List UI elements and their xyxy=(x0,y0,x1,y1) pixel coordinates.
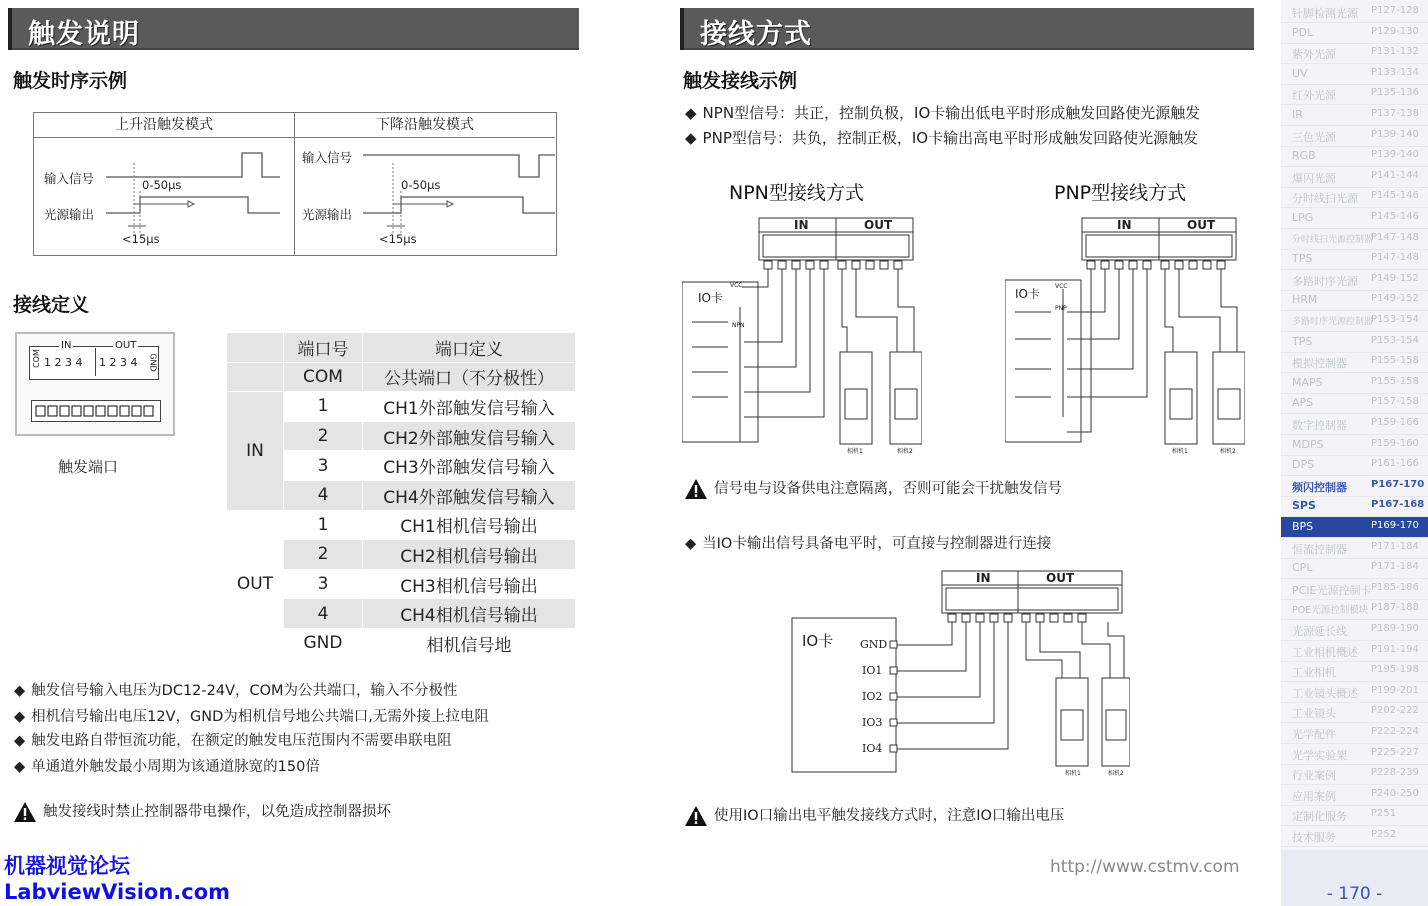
sidebar-item-label: 应用案例 xyxy=(1292,789,1336,803)
sidebar-item[interactable] xyxy=(1281,84,1428,105)
sidebar-item[interactable] xyxy=(1281,641,1428,662)
sidebar-item-page: P149-152 xyxy=(1371,293,1419,305)
sidebar-item-page: P153-154 xyxy=(1371,314,1419,325)
sidebar-item-label: 分时线扫光源 xyxy=(1292,192,1358,206)
port-in-label: IN xyxy=(61,340,72,351)
diamond-bullet-icon: ◆ xyxy=(685,104,697,122)
sidebar-item-label: 多路时序光源控制器 xyxy=(1292,317,1374,327)
sidebar-item-page: P202-222 xyxy=(1371,705,1419,717)
sidebar-item-label: 定制化服务 xyxy=(1292,810,1347,824)
sidebar-item-label: 工业相机概述 xyxy=(1292,645,1358,659)
trigger-port-drawing xyxy=(15,332,175,436)
table-row xyxy=(227,510,576,540)
sidebar-item-page: P167-168 xyxy=(1371,499,1425,511)
forum-watermark: 机器视觉论坛 xyxy=(4,854,130,878)
table-definition-cell: CH3外部触发信号输入 xyxy=(363,451,576,481)
note-item xyxy=(14,705,489,726)
sidebar-item-page: P189-190 xyxy=(1371,623,1419,634)
sidebar-item-label: 光学实验架 xyxy=(1292,748,1347,762)
note-text: 相机信号输出电压12V，GND为相机信号地公共端口,无需外接上拉电阻 xyxy=(31,709,489,725)
warning-icon xyxy=(13,801,37,823)
table-group-out: OUT xyxy=(227,510,284,658)
sidebar-item-page: P153-154 xyxy=(1371,334,1419,346)
sidebar-item[interactable] xyxy=(1281,187,1428,208)
input-signal-label: 输入信号 xyxy=(302,150,353,165)
width-label: <15μs xyxy=(379,232,417,246)
sidebar-item[interactable] xyxy=(1281,270,1428,291)
sidebar-item-label: 光源延长线 xyxy=(1292,625,1347,638)
pnp-schematic xyxy=(1005,217,1245,455)
sidebar-item-page: P155-158 xyxy=(1371,375,1419,387)
pnp-wiring-diagram xyxy=(1005,217,1245,455)
light-output-label: 光源输出 xyxy=(44,207,95,222)
wiring-bullet xyxy=(685,127,1198,148)
section-header-wiring xyxy=(680,8,1254,50)
warning-icon xyxy=(684,478,708,500)
sidebar-item-label: IR xyxy=(1292,108,1303,121)
level-in-label: IN xyxy=(976,571,991,585)
sidebar-item-page: P240-250 xyxy=(1371,787,1419,799)
pnp-vcc-label: VCC xyxy=(1055,283,1068,290)
sidebar-item-label: BPS xyxy=(1292,520,1314,533)
diamond-bullet-icon: ◆ xyxy=(685,536,697,552)
sidebar-item[interactable] xyxy=(1281,64,1428,85)
sidebar-item-label: 光学配件 xyxy=(1292,728,1336,741)
sidebar-item-page: P185-186 xyxy=(1371,581,1419,593)
io-pin-3: IO3 xyxy=(862,716,883,729)
sidebar-item[interactable] xyxy=(1281,682,1428,703)
sidebar-item-label: TPS xyxy=(1292,252,1313,266)
timing-diagram xyxy=(33,112,557,256)
page-number: - 170 - xyxy=(1326,884,1383,904)
table-definition-cell: CH4相机信号输出 xyxy=(363,599,576,629)
table-port-cell: 1 xyxy=(284,392,363,422)
sidebar-item-page: P137-138 xyxy=(1371,108,1419,119)
sidebar-item-label: 针脚检测光源 xyxy=(1292,7,1358,20)
npn-transistor-label: NPN xyxy=(732,322,745,329)
sidebar-item[interactable] xyxy=(1281,764,1428,785)
table-port-cell: 3 xyxy=(284,451,363,481)
sidebar-item-page: P251 xyxy=(1371,808,1397,820)
sidebar-item-label: 分时线扫光源控制器 xyxy=(1292,234,1374,245)
sidebar-item[interactable] xyxy=(1281,393,1428,414)
warning-text: 触发接线时禁止控制器带电操作，以免造成控制器损坏 xyxy=(43,804,391,820)
diamond-bullet-icon: ◆ xyxy=(14,759,26,775)
sidebar-item[interactable] xyxy=(1281,826,1428,847)
pnp-out-label: OUT xyxy=(1187,218,1216,232)
table-header-blank xyxy=(227,333,284,363)
table-port-cell: 4 xyxy=(284,480,363,510)
table-port-cell: GND xyxy=(284,628,363,658)
section-header-trigger-text: 触发说明 xyxy=(28,19,140,50)
sidebar-item[interactable] xyxy=(1281,620,1428,641)
level-camera2-label: 相机2 xyxy=(1108,770,1124,777)
sidebar-item-label: MAPS xyxy=(1292,375,1323,389)
level-camera1-label: 相机1 xyxy=(1065,770,1081,777)
sidebar-item-label: 技术服务 xyxy=(1292,831,1336,844)
sidebar-item-label: 紫外光源 xyxy=(1292,48,1336,62)
table-port-cell: 2 xyxy=(284,421,363,451)
table-port-cell: 4 xyxy=(284,599,363,629)
sidebar-item-bps-active[interactable] xyxy=(1281,517,1428,538)
sidebar-item[interactable] xyxy=(1281,290,1428,311)
port-definition-table xyxy=(226,332,576,659)
sidebar-item-page: P171-184 xyxy=(1371,561,1419,573)
table-port-cell: 1 xyxy=(284,510,363,540)
level-io-wiring-diagram xyxy=(790,570,1130,778)
wiring-bullet xyxy=(685,102,1200,123)
port-com-label: COM xyxy=(31,349,41,368)
sidebar-item-page: P139-140 xyxy=(1371,149,1419,161)
sidebar-item-label: LPG xyxy=(1292,211,1314,224)
sidebar-item[interactable] xyxy=(1281,558,1428,579)
width-label: <15μs xyxy=(122,232,160,246)
level-io-card-label: IO卡 xyxy=(802,632,834,650)
sidebar-item-page: P141-144 xyxy=(1371,169,1419,181)
sidebar-item-label: PDL xyxy=(1292,25,1314,39)
sidebar-item[interactable] xyxy=(1281,167,1428,188)
sidebar-item-label: MDPS xyxy=(1292,437,1324,451)
sidebar-item-label: 模拟控制器 xyxy=(1292,357,1347,371)
table-definition-cell: CH2外部触发信号输入 xyxy=(363,421,576,451)
table-group-in: IN xyxy=(227,392,284,510)
table-port-cell: 3 xyxy=(284,569,363,599)
io-pin-1: IO1 xyxy=(862,664,883,677)
sidebar-item[interactable] xyxy=(1281,785,1428,806)
level-out-label: OUT xyxy=(1046,571,1075,585)
warning-text: 使用IO口输出电平触发接线方式时，注意IO口输出电压 xyxy=(714,808,1065,824)
timing-title: 触发时序示例 xyxy=(13,70,128,92)
table-header-port: 端口号 xyxy=(284,333,363,363)
sidebar-item-label: 恒流控制器 xyxy=(1292,542,1347,556)
npn-io-card-label: IO卡 xyxy=(698,291,723,305)
rising-edge-panel xyxy=(34,113,295,255)
sidebar-item[interactable] xyxy=(1281,311,1428,332)
sidebar-item-label: RGB xyxy=(1292,149,1316,163)
light-output-label: 光源输出 xyxy=(302,207,353,222)
section-header-wiring-text: 接线方式 xyxy=(700,19,812,50)
sidebar-item[interactable] xyxy=(1281,23,1428,44)
sidebar-item-sps[interactable] xyxy=(1281,496,1428,517)
sidebar-item-page: P195-198 xyxy=(1371,664,1419,676)
sidebar-item-page: P135-136 xyxy=(1371,87,1419,99)
sidebar-item-page: P139-140 xyxy=(1371,128,1419,140)
warning-icon xyxy=(684,805,708,827)
note-text: 触发信号输入电压为DC12-24V，COM为公共端口，输入不分极性 xyxy=(31,683,458,699)
npn-diagram-title: NPN型接线方式 xyxy=(729,182,864,204)
sidebar-item[interactable] xyxy=(1281,208,1428,229)
npn-vcc-label: VCC xyxy=(730,282,743,289)
sidebar-item-label: DPS xyxy=(1292,458,1315,472)
npn-out-label: OUT xyxy=(864,218,893,232)
table-definition-cell: CH1相机信号输出 xyxy=(363,510,576,540)
site-watermark[interactable]: LabviewVision.com xyxy=(4,880,231,904)
sidebar-item[interactable] xyxy=(1281,579,1428,600)
sidebar-item-label: POE光源控制模块 xyxy=(1292,605,1369,617)
page-number-box xyxy=(1281,850,1428,906)
npn-wiring-diagram xyxy=(682,217,922,455)
io-pin-4: IO4 xyxy=(862,742,883,755)
port-in-digits: 1 2 3 4 xyxy=(44,356,83,369)
table-row xyxy=(227,392,576,422)
sidebar-item[interactable] xyxy=(1281,105,1428,126)
diamond-bullet-icon: ◆ xyxy=(14,683,26,699)
diamond-bullet-icon: ◆ xyxy=(14,709,26,725)
catalog-sidebar xyxy=(1281,0,1428,906)
sidebar-item[interactable] xyxy=(1281,2,1428,23)
sidebar-item-page: P147-148 xyxy=(1371,252,1419,264)
pnp-io-card-label: IO卡 xyxy=(1015,287,1040,301)
wiring-bullet-text: PNP型信号：共负，控制正极，IO卡输出高电平时形成触发回路使光源触发 xyxy=(702,129,1199,147)
table-definition-cell: CH1外部触发信号输入 xyxy=(363,392,576,422)
pnp-in-label: IN xyxy=(1117,218,1132,232)
sidebar-item-page: P155-158 xyxy=(1371,355,1419,367)
sidebar-item[interactable] xyxy=(1281,599,1428,620)
sidebar-item-page: P199-201 xyxy=(1371,684,1419,696)
table-port-cell: 2 xyxy=(284,540,363,570)
table-group-cell xyxy=(227,362,284,392)
sidebar-item-page: P228-239 xyxy=(1371,767,1419,779)
table-header-row xyxy=(227,333,576,363)
sidebar-item[interactable] xyxy=(1281,414,1428,435)
sidebar-item[interactable] xyxy=(1281,352,1428,373)
io-pin-gnd: GND xyxy=(860,638,888,651)
wiring-bullet-text: 当IO卡输出信号具备电平时，可直接与控制器进行连接 xyxy=(702,536,1052,552)
sidebar-item[interactable] xyxy=(1281,744,1428,765)
sidebar-item-label: HRM xyxy=(1292,293,1318,307)
sidebar-item-page: P133-134 xyxy=(1371,66,1419,78)
sidebar-item-page: P131-132 xyxy=(1371,46,1419,58)
sidebar-item-page: P127-128 xyxy=(1371,5,1419,16)
npn-in-label: IN xyxy=(794,218,809,232)
sidebar-item[interactable] xyxy=(1281,229,1428,250)
section-header-trigger xyxy=(8,8,579,50)
pnp-transistor-label: PNP xyxy=(1055,305,1067,312)
delay-label: 0-50μs xyxy=(142,178,182,192)
sidebar-item[interactable] xyxy=(1281,126,1428,147)
sidebar-item-page: P191-194 xyxy=(1371,643,1419,655)
npn-camera2-label: 相机2 xyxy=(897,448,913,455)
website-url[interactable]: http://www.cstmv.com xyxy=(1050,857,1240,877)
diamond-bullet-icon: ◆ xyxy=(685,129,697,147)
sidebar-item[interactable] xyxy=(1281,43,1428,64)
sidebar-item-label: 红外光源 xyxy=(1292,89,1336,103)
table-row xyxy=(227,362,576,392)
sidebar-item-page: P129-130 xyxy=(1371,25,1419,37)
sidebar-item-label: 频闪控制器 xyxy=(1292,480,1347,494)
sidebar-item-label: TPS xyxy=(1292,334,1313,348)
sidebar-item-page: P171-184 xyxy=(1371,540,1419,552)
sidebar-item-label: PCIE光源控制卡 xyxy=(1292,583,1372,597)
sidebar-item-label: 三色光源 xyxy=(1292,130,1336,144)
table-definition-cell: CH2相机信号输出 xyxy=(363,540,576,570)
level-io-schematic xyxy=(790,570,1130,778)
wiring-example-title: 触发接线示例 xyxy=(683,70,798,92)
sidebar-item-page: P169-170 xyxy=(1371,520,1419,531)
note-item xyxy=(14,729,452,750)
falling-mode-title: 下降沿触发模式 xyxy=(295,113,555,138)
warning-note-isolation xyxy=(684,477,1062,500)
sidebar-item-page: P167-170 xyxy=(1371,478,1425,490)
sidebar-item[interactable] xyxy=(1281,455,1428,476)
diamond-bullet-icon: ◆ xyxy=(14,733,26,749)
sidebar-item-label: 工业镜头概述 xyxy=(1292,686,1358,700)
io-pin-2: IO2 xyxy=(862,690,883,703)
sidebar-item-label: 爆闪光源 xyxy=(1292,171,1336,185)
table-definition-cell: CH3相机信号输出 xyxy=(363,569,576,599)
pnp-diagram-title: PNP型接线方式 xyxy=(1054,182,1187,204)
table-definition-cell: 相机信号地 xyxy=(363,628,576,658)
terminal-pins xyxy=(32,401,160,421)
sidebar-item-label: 数字控制器 xyxy=(1292,419,1347,432)
sidebar-item-page: P222-224 xyxy=(1371,726,1419,737)
sidebar-item[interactable] xyxy=(1281,146,1428,167)
port-divider xyxy=(95,348,96,376)
note-item xyxy=(14,679,458,700)
trigger-port-caption: 触发端口 xyxy=(58,458,119,476)
sidebar-item-page: P145-146 xyxy=(1371,190,1419,202)
sidebar-item-label: CPL xyxy=(1292,561,1313,575)
sidebar-item-label: UV xyxy=(1292,66,1308,80)
sidebar-item-label: 工业镜头 xyxy=(1292,707,1336,721)
sidebar-item[interactable] xyxy=(1281,332,1428,353)
sidebar-item-page: P159-160 xyxy=(1371,437,1419,449)
sidebar-item-page: P161-166 xyxy=(1371,458,1419,470)
sidebar-item-label: 工业相机 xyxy=(1292,666,1336,680)
sidebar-item[interactable] xyxy=(1281,249,1428,270)
sidebar-item-page: P225-227 xyxy=(1371,746,1419,758)
delay-label: 0-50μs xyxy=(401,178,441,192)
sidebar-item-page: P187-188 xyxy=(1371,602,1419,614)
wiring-bullet xyxy=(685,532,1051,553)
port-out-label: OUT xyxy=(115,340,137,351)
note-text: 触发电路自带恒流功能，在额定的触发电压范围内不需要串联电阻 xyxy=(31,733,452,749)
warning-text: 信号电与设备供电注意隔离，否则可能会干扰触发信号 xyxy=(714,481,1062,497)
falling-edge-panel xyxy=(295,113,555,255)
warning-note-io-voltage xyxy=(684,804,1064,827)
table-header-definition: 端口定义 xyxy=(363,333,576,363)
npn-schematic xyxy=(682,217,922,455)
sidebar-item[interactable] xyxy=(1281,435,1428,456)
sidebar-item-page: P252 xyxy=(1371,829,1397,840)
sidebar-item-label: 行业案例 xyxy=(1292,769,1336,783)
sidebar-item[interactable] xyxy=(1281,723,1428,744)
warning-note-left xyxy=(13,800,391,823)
sidebar-item[interactable] xyxy=(1281,373,1428,394)
sidebar-item-page: P157-158 xyxy=(1371,396,1419,408)
wiring-bullet-text: NPN型信号：共正，控制负极，IO卡输出低电平时形成触发回路使光源触发 xyxy=(702,104,1201,122)
port-gnd-label: GND xyxy=(148,353,158,372)
sidebar-item-label: SPS xyxy=(1292,499,1316,513)
input-signal-label: 输入信号 xyxy=(44,171,95,186)
sidebar-item-page: P145-146 xyxy=(1371,211,1419,222)
sidebar-item-strobe-controller[interactable] xyxy=(1281,476,1428,497)
sidebar-item[interactable] xyxy=(1281,805,1428,826)
sidebar-item-page: P159-166 xyxy=(1371,417,1419,428)
npn-camera1-label: 相机1 xyxy=(847,448,863,455)
sidebar-item-page: P149-152 xyxy=(1371,272,1419,284)
sidebar-item[interactable] xyxy=(1281,702,1428,723)
port-terminal-strip xyxy=(31,400,161,422)
rising-mode-title: 上升沿触发模式 xyxy=(34,113,294,138)
port-out-digits: 1 2 3 4 xyxy=(99,356,138,369)
sidebar-item[interactable] xyxy=(1281,538,1428,559)
note-text: 单通道外触发最小周期为该通道脉宽的150倍 xyxy=(31,759,320,775)
table-definition-cell: CH4外部触发信号输入 xyxy=(363,480,576,510)
pnp-camera2-label: 相机2 xyxy=(1220,448,1236,455)
note-item xyxy=(14,755,320,776)
table-definition-cell: 公共端口（不分极性） xyxy=(363,362,576,392)
wiring-definition-title: 接线定义 xyxy=(13,294,90,316)
sidebar-item[interactable] xyxy=(1281,661,1428,682)
pnp-camera1-label: 相机1 xyxy=(1172,448,1188,455)
sidebar-item-page: P147-148 xyxy=(1371,231,1419,243)
sidebar-item-label: APS xyxy=(1292,396,1314,410)
table-port-cell: COM xyxy=(284,362,363,392)
sidebar-item-label: 多路时序光源 xyxy=(1292,274,1358,288)
